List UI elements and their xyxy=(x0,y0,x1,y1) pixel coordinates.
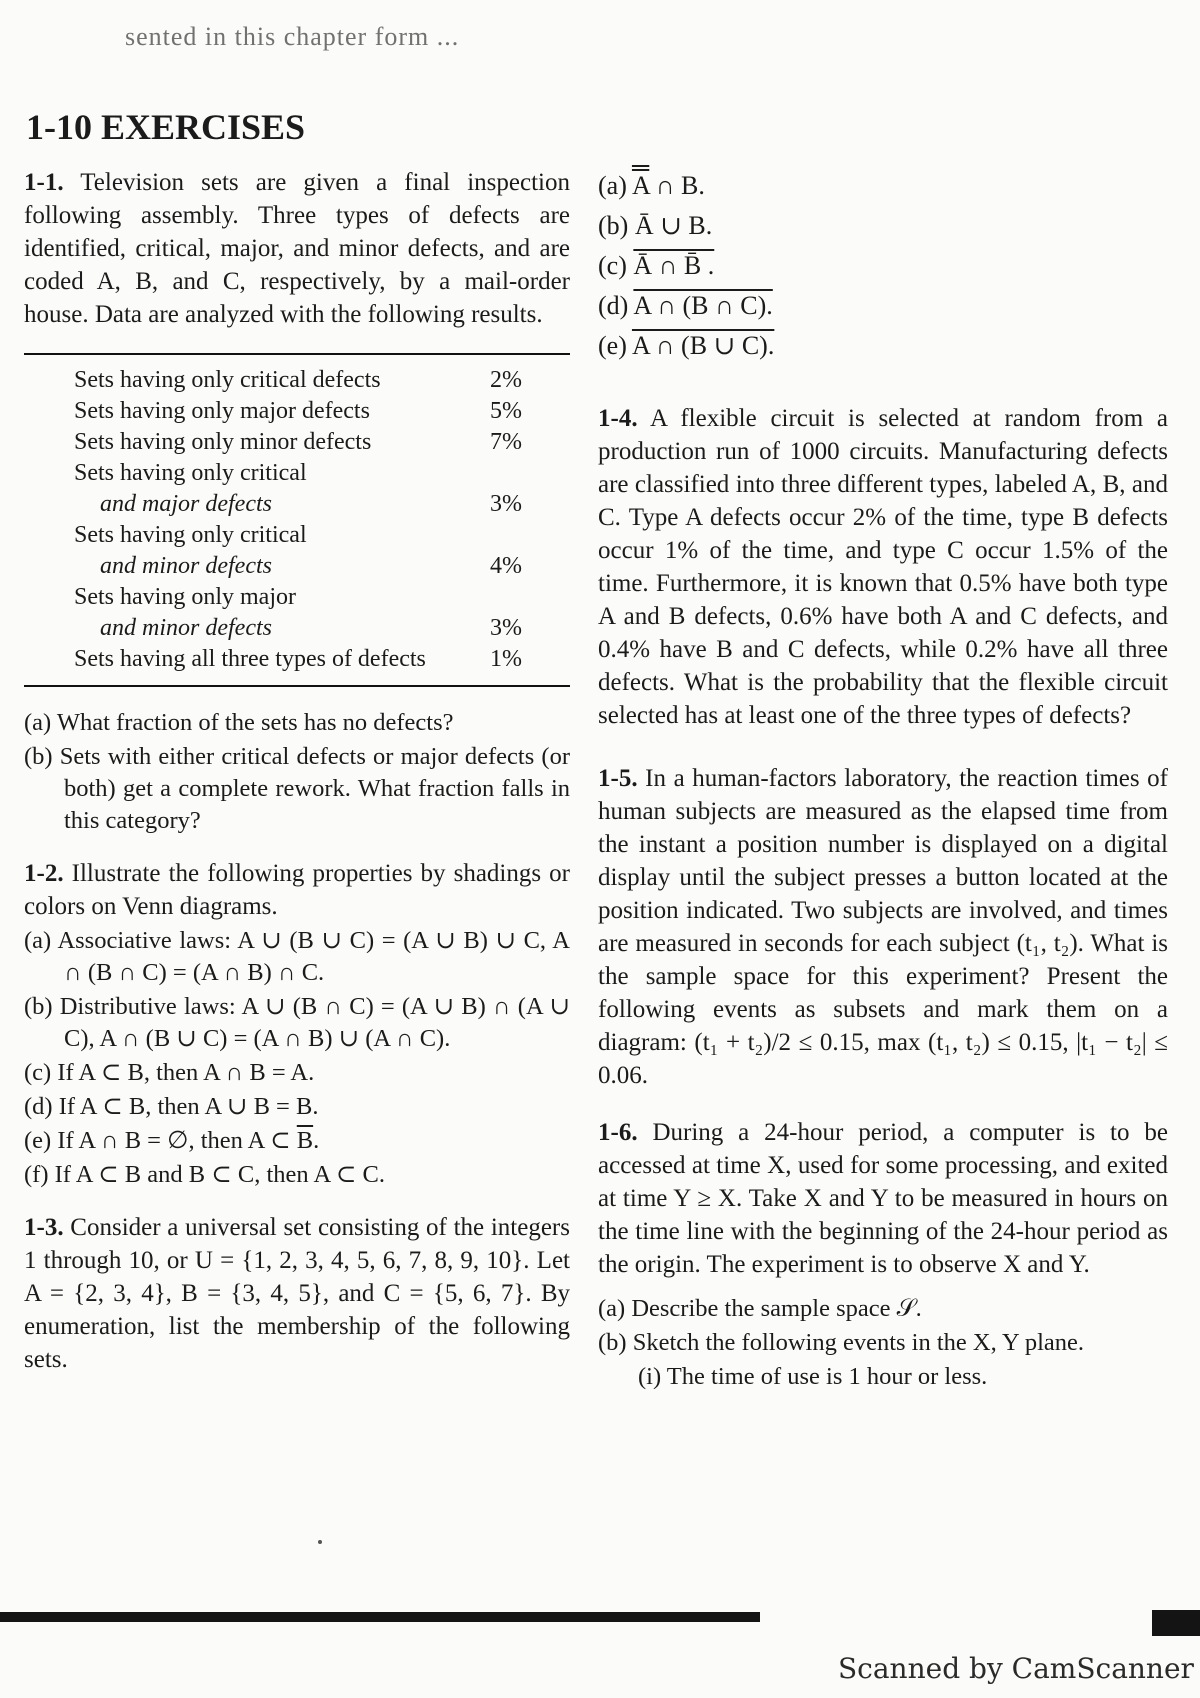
exercise-1-2-part-a: (a) Associative laws: A ∪ (B ∪ C) = (A ∪ B) ∪ C, A ∩ (B ∩ C) = (A ∩ B) ∩ C. xyxy=(24,927,570,986)
table-cell-value: 1% xyxy=(490,646,522,672)
table-cell-value: 7% xyxy=(490,429,522,455)
scanner-watermark: Scanned by CamScanner xyxy=(838,1652,1194,1685)
table-cell-label: Sets having all three types of defects xyxy=(74,646,426,672)
option-expr: A ∩ (B ∪ C). xyxy=(631,331,775,360)
exercise-text: Consider a universal set consisting of the integers 1 through 10, or U = {1, 2, 3, 4, 5, 6, 7, 8, 9, 10}. Let A = {2, 3, 4}, B = {3, 4, 5}, and C = {5, 6, 7}. By enumeration, list the membership of the following sets. xyxy=(24,1214,570,1373)
table-row xyxy=(24,582,570,644)
spacer xyxy=(24,1193,570,1211)
table-cell-line: Sets having only major xyxy=(74,584,296,610)
option-tag: (e) xyxy=(598,331,627,360)
table-cell-label: Sets having only minor defects xyxy=(74,429,372,455)
part-text: (e) If A ∩ B = ∅, then A ⊂ xyxy=(24,1127,297,1154)
complement-symbol: $\overline{B}$ xyxy=(296,1127,314,1154)
table-cell-line: Sets having only critical xyxy=(74,460,307,486)
table-cell-line-2: and major defects xyxy=(100,491,272,517)
exercise-1-3 xyxy=(24,1211,570,1376)
scan-speck xyxy=(318,1540,322,1544)
exercise-text: Television sets are given a final inspection following assembly. Three types of defects are identified, critical, major, and minor defects, and are coded A, B, and C, respectively, by a mail-order house. Data are analyzed with the following results. xyxy=(24,169,570,328)
exercise-number: 1-2. xyxy=(24,860,64,887)
table-cell-line-2: and minor defects xyxy=(100,553,272,579)
table-cell-label: Sets having only critical defects xyxy=(74,367,381,393)
option-tag: (a) xyxy=(598,171,627,200)
exercise-text: A flexible circuit is selected at random from a production run of 1000 circuits. Manufacturing defects are classified into three different types, labeled A, B, and C. Type A defects occur 2% of the time, type B defects occur 1% of the time, and type C occur 1.5% of the time. Furthermore, it is known that 0.5% have both type A and B defects, 0.6% have both A and C defects, and 0.4% have B and C defects, while 0.2% have all three defects. What is the probability that the flexible circuit selected has at least one of the three types of defects? xyxy=(598,405,1168,729)
exercise-number: 1-6. xyxy=(598,1119,638,1146)
scan-edge-bar xyxy=(0,1612,760,1622)
option-expr: Ā ∩ B̄ . xyxy=(633,251,715,280)
exercise-text: Illustrate the following properties by shadings or colors on Venn diagrams. xyxy=(24,860,571,920)
option-tag: (b) xyxy=(598,211,629,240)
option-expr: Ā ∪ B. xyxy=(634,211,713,240)
exercise-1-3-option-d xyxy=(598,286,1168,326)
spacer xyxy=(24,839,570,857)
table-cell-line-2: and minor defects xyxy=(100,615,272,641)
table-row xyxy=(24,365,570,396)
section-title: 1-10 EXERCISES xyxy=(26,107,306,147)
spacer xyxy=(598,366,1168,402)
table-cell-value: 2% xyxy=(490,367,522,393)
table-row xyxy=(24,427,570,458)
exercise-1-3-option-b xyxy=(598,206,1168,246)
exercise-1-2-part-e xyxy=(24,1125,570,1157)
table-row xyxy=(24,396,570,427)
table-cell-label xyxy=(24,520,490,582)
part-text-end: . xyxy=(313,1127,320,1154)
exercise-1-1-part-a: (a) What fraction of the sets has no defects? xyxy=(24,709,454,736)
exercise-1-5 xyxy=(598,762,1168,1092)
exercise-1-6-part-a: (a) Describe the sample space 𝒮. xyxy=(598,1295,922,1322)
exercise-text: During a 24-hour period, a computer is to be accessed at time X, used for some processing, and exited at time Y ≥ X. Take X and Y to be measured in hours on the time line with the beginning of the 24-hour period as the origin. The experiment is to observe X and Y. xyxy=(598,1119,1168,1278)
table-cell-label xyxy=(24,458,490,520)
exercise-1-3-option-c xyxy=(598,246,1168,286)
option-expr: A ∩ (B ∩ C). xyxy=(633,291,773,320)
table-cell-value: 4% xyxy=(490,553,522,579)
cutoff-header-text: sented in this chapter form ... xyxy=(125,22,460,51)
table-cell-value: 5% xyxy=(490,398,522,424)
table-cell-line: Sets having only critical xyxy=(74,522,307,548)
exercise-1-6-part-b: (b) Sketch the following events in the X, Y plane. xyxy=(598,1329,1085,1356)
exercise-1-1 xyxy=(24,166,570,331)
exercise-number: 1-4. xyxy=(598,405,638,432)
exercise-1-4 xyxy=(598,402,1168,732)
exercise-1-1-part-b: (b) Sets with either critical defects or major defects (or both) get a complete rework. What fraction falls in this category? xyxy=(24,743,570,834)
table-row xyxy=(24,520,570,582)
exercise-1-2-part-c: (c) If A ⊂ B, then A ∩ B = A. xyxy=(24,1059,315,1086)
table-cell-value: 3% xyxy=(490,491,522,517)
scan-edge-bar-right xyxy=(1152,1610,1200,1636)
exercise-number: 1-3. xyxy=(24,1214,64,1241)
option-tag: (c) xyxy=(598,251,627,280)
exercise-1-2-part-d: (d) If A ⊂ B, then A ∪ B = B. xyxy=(24,1093,319,1120)
exercise-number: 1-5. xyxy=(598,765,638,792)
table-bottom-rule xyxy=(24,685,570,687)
exercise-number: 1-1. xyxy=(24,169,64,196)
table-cell-value: 3% xyxy=(490,615,522,641)
exercise-1-2-part-f: (f) If A ⊂ B and B ⊂ C, then A ⊂ C. xyxy=(24,1161,386,1188)
exercise-1-3-option-e xyxy=(598,326,1168,366)
exercise-1-3-option-a xyxy=(598,166,1168,206)
spacer xyxy=(598,1281,1168,1291)
right-column xyxy=(598,166,1168,1395)
exercise-1-2 xyxy=(24,857,570,923)
exercise-1-6 xyxy=(598,1116,1168,1281)
option-expr: ∩ B. xyxy=(655,171,705,200)
defects-table xyxy=(24,365,570,675)
left-column xyxy=(24,166,570,1376)
table-row xyxy=(24,644,570,675)
exercise-text: In a human-factors laboratory, the reaction times of human subjects are measured as the elapsed time from the instant a position number is displayed on a digital display until the subject presses a button located at the position indicated. Two subjects are involved, and times are measured in seconds for each subject (t₁, t₂). What is the sample space for this experiment? Present the following events as subsets and mark them on a diagram: (t₁ + t₂)/2 ≤ 0.15, max (t₁, t₂) ≤ 0.15, |t₁ − t₂| ≤ 0.06. xyxy=(598,765,1169,1089)
spacer xyxy=(598,732,1168,762)
spacer xyxy=(598,1092,1168,1116)
double-complement: A xyxy=(631,171,650,200)
table-row xyxy=(24,458,570,520)
table-cell-label: Sets having only major defects xyxy=(74,398,370,424)
exercise-1-6-part-b-i: (i) The time of use is 1 hour or less. xyxy=(638,1363,988,1390)
option-tag: (d) xyxy=(598,291,629,320)
table-top-rule xyxy=(24,353,570,355)
table-cell-label xyxy=(24,582,490,644)
exercise-1-2-part-b: (b) Distributive laws: A ∪ (B ∩ C) = (A ∪ B) ∩ (A ∪ C), A ∩ (B ∪ C) = (A ∩ B) ∪ (A ∩ C). xyxy=(24,993,570,1052)
